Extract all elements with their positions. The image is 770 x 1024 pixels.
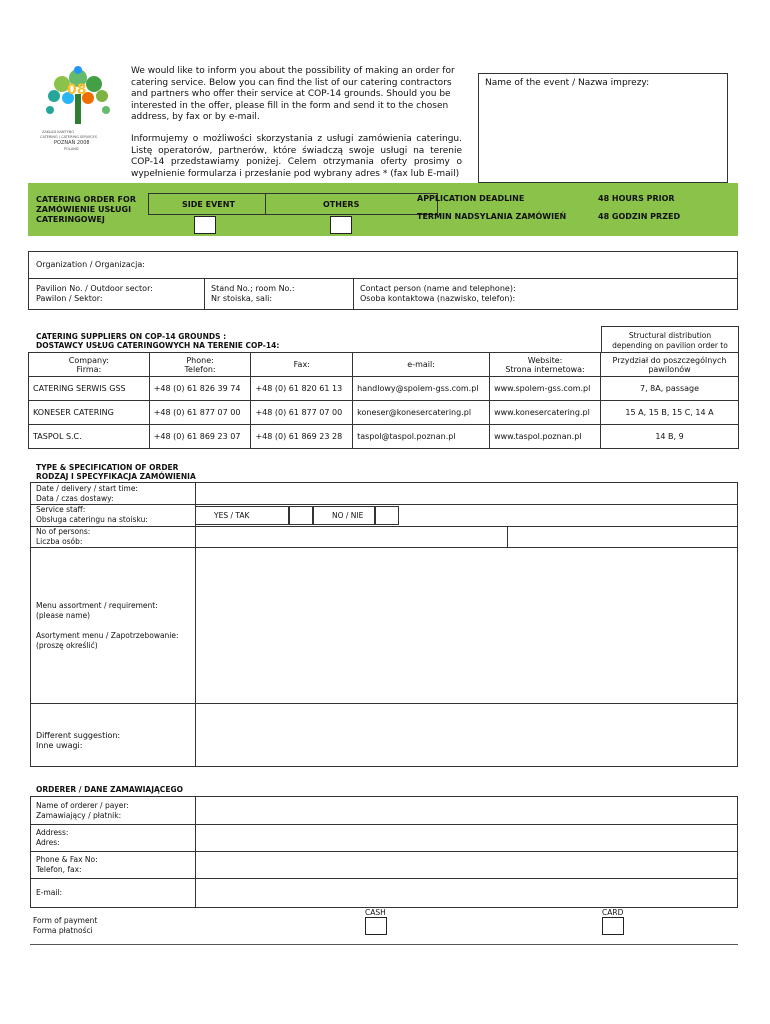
cell-fax: +48 (0) 61 820 61 13 (251, 377, 353, 401)
table-header-row (29, 353, 739, 377)
no-label: NO / NIE (332, 511, 364, 520)
pavilion-label-en: Pavilion No. / Outdoor sector: (36, 284, 153, 293)
cash-label: CASH (365, 908, 386, 917)
spec-title-en: TYPE & SPECIFICATION OF ORDER (36, 463, 179, 472)
orderer-title: ORDERER / DANE ZAMAWIAJĄCEGO (36, 785, 183, 794)
event-name-label: Name of the event / Nazwa imprezy: (485, 78, 650, 88)
no-checkbox[interactable] (375, 506, 399, 525)
cell-fax: +48 (0) 61 877 07 00 (251, 401, 353, 425)
cell-email-link[interactable]: koneser@konesercatering.pl (353, 401, 490, 425)
order-type-box (148, 193, 438, 215)
suppliers-title-pl: DOSTAWCY USŁUG CATERINGOWYCH NA TERENIE COP-14: (36, 341, 280, 350)
persons-field[interactable] (196, 526, 507, 547)
orderer-name-label: Name of orderer / payer: Zamawiający / płatnik: (36, 801, 129, 820)
logo-country: POLAND (64, 147, 79, 151)
yes-label: YES / TAK (214, 511, 250, 520)
stand-label-en: Stand No.; room No.: (211, 284, 295, 293)
order-title-3: CATERINGOWEJ (36, 215, 105, 224)
table-row (29, 401, 739, 425)
payment-bottom-line (30, 944, 738, 945)
organization-box (28, 251, 738, 310)
col-phone: Phone: Telefon: (149, 353, 251, 377)
contact-label-en: Contact person (name and telephone): (360, 284, 516, 293)
hours-pl: 48 GODZIN PRZED (598, 212, 681, 221)
structural-header-1: Structural distribution (628, 331, 712, 340)
cell-company: TASPOL S.C. (29, 425, 150, 449)
cell-email-link[interactable]: taspol@taspol.poznan.pl (353, 425, 490, 449)
structural-header (601, 326, 739, 352)
phone-label: Phone & Fax No: Telefon, fax: (36, 855, 98, 874)
spec-box (30, 482, 738, 767)
intro-english: We would like to inform you about the possibility of making an order for catering service. Below you can find the list of our catering contractors and partners who offer their service at COP-14 grounds. Should you be interested in the offer, please fill in the form and send it to the chosen address, by fax or by e-mail. (131, 66, 455, 123)
cell-email-link[interactable]: handlowy@spolem-gss.com.pl (353, 377, 490, 401)
email-label: E-mail: (36, 888, 63, 897)
cell-phone: +48 (0) 61 869 23 07 (149, 425, 251, 449)
yes-option[interactable] (195, 506, 289, 525)
side-event-label: SIDE EVENT (182, 200, 235, 209)
menu-label: Menu assortment / requirement: (please name) Asortyment menu / Zapotrzebowanie: (proszę określić) (36, 601, 179, 650)
address-field[interactable] (196, 825, 737, 851)
date-field[interactable] (196, 483, 737, 504)
hours-en: 48 HOURS PRIOR (598, 194, 675, 203)
col-distribution: Przydział do poszczególnych pawilonów (601, 353, 739, 377)
cash-checkbox[interactable] (365, 917, 387, 935)
contact-label-pl: Osoba kontaktowa (nazwisko, telefon): (360, 294, 516, 303)
others-checkbox[interactable] (330, 216, 352, 234)
side-event-checkbox[interactable] (194, 216, 216, 234)
different-field[interactable] (196, 704, 737, 766)
payment-label: Form of payment Forma płatności (33, 916, 98, 935)
address-label: Address: Adres: (36, 828, 69, 847)
persons-label: No of persons: Liczba osób: (36, 527, 91, 546)
logo-line2: CATERING / CATERING SERVICES (40, 135, 97, 139)
deadline-pl: TERMIN NADSYLANIA ZAMÓWIEŃ (417, 212, 567, 221)
cell-phone: +48 (0) 61 826 39 74 (149, 377, 251, 401)
cell-website-link[interactable]: www.konesercatering.pl (490, 401, 601, 425)
different-label: Different suggestion: Inne uwagi: (36, 731, 121, 750)
col-company: Company: Firma: (29, 353, 150, 377)
deadline-en: APPLICATION DEADLINE (417, 194, 525, 203)
suppliers-title-en: CATERING SUPPLIERS ON COP-14 GROUNDS : (36, 332, 227, 341)
cell-fax: +48 (0) 61 869 23 28 (251, 425, 353, 449)
col-email: e-mail: (353, 353, 490, 377)
spec-title-pl: RODZAJ I SPECYFIKACJA ZAMÓWIENIA (36, 472, 196, 481)
orderer-name-field[interactable] (196, 797, 737, 824)
organization-field[interactable]: Organization / Organizacja: (36, 260, 145, 269)
menu-field[interactable] (196, 548, 737, 703)
others-label: OTHERS (323, 200, 360, 209)
date-label: Date / delivery / start time: Data / czas dostawy: (36, 484, 138, 503)
order-title-2: ZAMÓWIENIE USŁUGI (36, 205, 132, 214)
intro-polish: Informujemy o możliwości skorzystania z usługi zamówienia cateringu. Listę operatorów, partnerów, które świadczą swoje usługi na terenie COP-14 przedstawiamy poniżej. Celem otrzymania oferty prosimy o wypełnienie formularza i przesłanie pod wybrany adres * (fax lub E-mail) (131, 134, 462, 179)
logo-line1: ZAKŁAD KANTYNO (42, 130, 75, 134)
cell-company: CATERING SERWIS GSS (29, 377, 150, 401)
col-fax: Fax: (251, 353, 353, 377)
tree-logo-icon (32, 64, 124, 126)
phone-field[interactable] (196, 852, 737, 878)
cell-website-link[interactable]: www.taspol.poznan.pl (490, 425, 601, 449)
orderer-box (30, 796, 738, 908)
cell-website-link[interactable]: www.spolem-gss.com.pl (490, 377, 601, 401)
cell-phone: +48 (0) 61 877 07 00 (149, 401, 251, 425)
logo (32, 64, 124, 160)
logo-city: POZNAŃ 2008 (54, 140, 90, 146)
no-option[interactable] (313, 506, 375, 525)
staff-label: Service staff: Obsługa cateringu na stoisku: (36, 505, 148, 524)
card-label: CARD (602, 908, 624, 917)
email-field[interactable] (196, 879, 737, 907)
cell-distribution: 15 A, 15 B, 15 C, 14 A (601, 401, 739, 425)
svg-text:08: 08 (67, 82, 87, 98)
stand-label-pl: Nr stoiska, sali: (211, 294, 273, 303)
table-row (29, 425, 739, 449)
cell-company: KONESER CATERING (29, 401, 150, 425)
table-row (29, 377, 739, 401)
cell-distribution: 14 B, 9 (601, 425, 739, 449)
structural-header-2: depending on pavilion order to (612, 341, 728, 350)
suppliers-table (28, 352, 739, 449)
card-checkbox[interactable] (602, 917, 624, 935)
cell-distribution: 7, 8A, passage (601, 377, 739, 401)
order-title-1: CATERING ORDER FOR (36, 195, 136, 204)
col-website: Website: Strona internetowa: (490, 353, 601, 377)
event-name-field[interactable] (478, 73, 728, 183)
yes-checkbox[interactable] (289, 506, 313, 525)
pavilion-label-pl: Pawilon / Sektor: (36, 294, 103, 303)
order-type-band (28, 183, 738, 236)
